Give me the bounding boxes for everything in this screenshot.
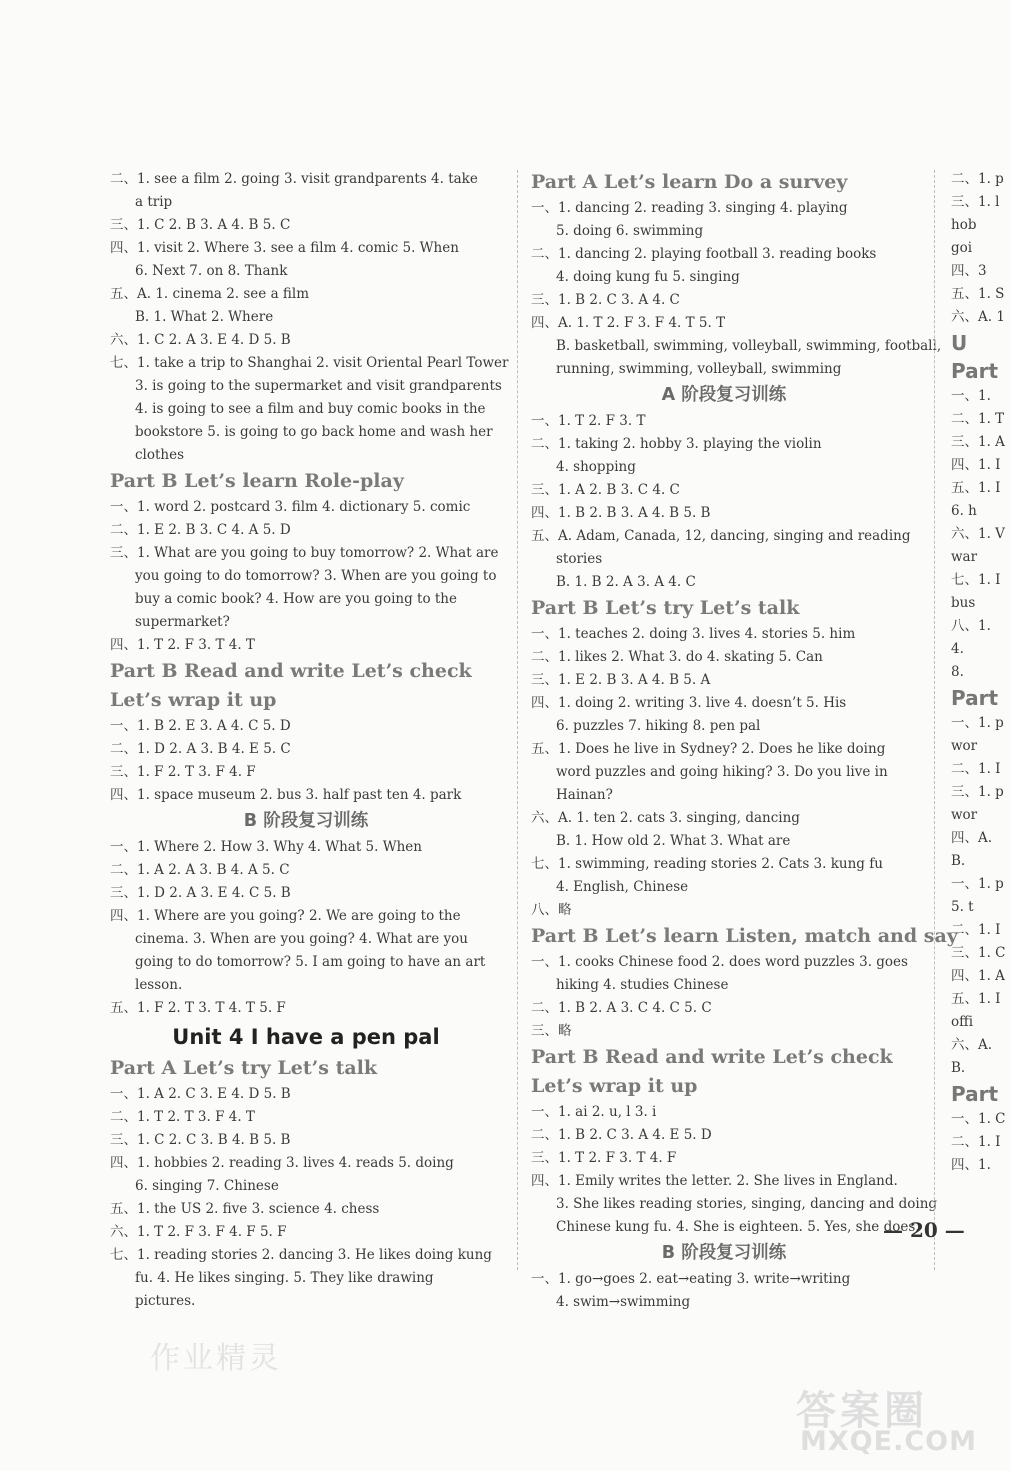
answer-line: 四、1. hobbies 2. reading 3. lives 4. reads 5. doing: [110, 1155, 454, 1171]
answer-line: fu. 4. He likes singing. 5. They like drawing: [135, 1270, 434, 1286]
section-heading: Let’s wrap it up: [531, 1075, 698, 1097]
answer-line: B. basketball, swimming, volleyball, swimming, football,: [556, 338, 942, 354]
answer-line: 一、1. ai 2. u, l 3. i: [531, 1104, 657, 1120]
cut-off-fragment: bus: [951, 595, 976, 611]
cut-off-fragment: 二、1. I: [951, 1134, 1001, 1150]
column-divider: [934, 170, 935, 1270]
answer-line: 一、1. word 2. postcard 3. film 4. dictionary 5. comic: [110, 499, 471, 515]
cut-off-fragment: U: [951, 331, 968, 355]
answer-line: 五、A. Adam, Canada, 12, dancing, singing and reading: [531, 528, 911, 544]
answer-line: 四、1. Emily writes the letter. 2. She lives in England.: [531, 1173, 898, 1189]
answer-line: 四、1. doing 2. writing 3. live 4. doesn’t 5. His: [531, 695, 847, 711]
answer-line: 三、略: [531, 1023, 572, 1039]
answer-line: 二、1. taking 2. hobby 3. playing the violin: [531, 436, 822, 452]
answer-line: 三、1. What are you going to buy tomorrow? 2. What are: [110, 545, 499, 561]
answer-line: 六、1. C 2. A 3. E 4. D 5. B: [110, 332, 291, 348]
answer-line: 二、1. E 2. B 3. C 4. A 5. D: [110, 522, 291, 538]
cut-off-fragment: 8.: [951, 664, 964, 680]
answer-line: 八、略: [531, 902, 572, 918]
answer-line: 3. is going to the supermarket and visit grandparents: [135, 378, 502, 394]
answer-line: 4. English, Chinese: [556, 879, 689, 895]
answer-line: 6. Next 7. on 8. Thank: [135, 263, 288, 279]
answer-line: 三、1. A 2. B 3. C 4. C: [531, 482, 680, 498]
cut-off-fragment: 五、1. I: [951, 991, 1001, 1007]
answer-line: 五、1. F 2. T 3. T 4. T 5. F: [110, 1000, 286, 1016]
cut-off-fragment: 六、1. V: [951, 526, 1005, 542]
section-heading: Part B Let’s learn Listen, match and say: [531, 925, 958, 947]
answer-line: you going to do tomorrow? 3. When are you going to: [135, 568, 497, 584]
cut-off-fragment: 一、1.: [951, 388, 991, 404]
answer-line: 三、1. T 2. F 3. T 4. F: [531, 1150, 677, 1166]
answer-line: 二、1. D 2. A 3. B 4. E 5. C: [110, 741, 291, 757]
answer-line: B. 1. How old 2. What 3. What are: [556, 833, 791, 849]
cut-off-fragment: 一、1. p: [951, 876, 1004, 892]
answer-line: 五、1. Does he live in Sydney? 2. Does he like doing: [531, 741, 886, 757]
answer-line: 七、1. take a trip to Shanghai 2. visit Oriental Pearl Tower: [110, 355, 509, 371]
section-heading: Part B Let’s try Let’s talk: [531, 597, 800, 619]
review-heading: B 阶段复习训练: [243, 811, 369, 831]
cut-off-fragment: 二、1. p: [951, 171, 1004, 187]
answer-line: 四、1. T 2. F 3. T 4. T: [110, 637, 255, 653]
answer-line: 二、1. B 2. A 3. C 4. C 5. C: [531, 1000, 712, 1016]
answer-line: 七、1. swimming, reading stories 2. Cats 3. kung fu: [531, 856, 883, 872]
section-heading: Part B Read and write Let’s check: [531, 1046, 893, 1068]
section-heading: Part A Let’s learn Do a survey: [531, 171, 848, 193]
answer-line: 六、1. T 2. F 3. F 4. F 5. F: [110, 1224, 287, 1240]
answer-line: 三、1. B 2. C 3. A 4. C: [531, 292, 680, 308]
cut-off-fragment: 四、1.: [951, 1157, 991, 1173]
cut-off-fragment: war: [951, 549, 978, 565]
answer-column-1: [110, 168, 509, 1313]
answer-line: 四、A. 1. T 2. F 3. F 4. T 5. T: [531, 315, 726, 331]
page-number: — 20 —: [883, 1218, 965, 1242]
cut-off-fragment: 四、3: [951, 263, 987, 279]
section-heading: Part B Read and write Let’s check: [110, 660, 472, 682]
answer-line: 3. She likes reading stories, singing, dancing and doing: [556, 1196, 938, 1212]
cut-off-fragment: 三、1. C: [951, 945, 1006, 961]
cut-off-fragment: 三、1. l: [951, 194, 1000, 210]
answer-line: 4. shopping: [556, 459, 636, 475]
cut-off-fragment: 三、1. p: [951, 784, 1004, 800]
answer-line: hiking 4. studies Chinese: [556, 977, 729, 993]
answer-line: 一、1. B 2. E 3. A 4. C 5. D: [110, 718, 291, 734]
column-divider: [517, 170, 518, 1270]
answer-line: 一、1. Where 2. How 3. Why 4. What 5. When: [110, 839, 422, 855]
cut-off-fragment: wor: [951, 738, 978, 754]
answer-line: 七、1. reading stories 2. dancing 3. He likes doing kung: [110, 1247, 492, 1263]
answer-line: 6. puzzles 7. hiking 8. pen pal: [556, 718, 761, 734]
cut-off-fragment: 二、1. I: [951, 761, 1001, 777]
cut-off-fragment: 六、A.: [951, 1037, 993, 1053]
cut-off-fragment: 八、1.: [951, 618, 991, 634]
answer-line: lesson.: [135, 977, 183, 993]
answer-line: 6. singing 7. Chinese: [135, 1178, 279, 1194]
site-watermark-logo: 答案圈: [796, 1388, 928, 1434]
answer-line: B. 1. B 2. A 3. A 4. C: [556, 574, 696, 590]
cut-off-fragment: B.: [951, 1060, 966, 1076]
answer-line: 5. doing 6. swimming: [556, 223, 704, 239]
brand-watermark: 作业精灵: [150, 1341, 282, 1376]
cut-off-fragment: 四、A.: [951, 830, 993, 846]
answer-line: 四、1. B 2. B 3. A 4. B 5. B: [531, 505, 711, 521]
answer-line: supermarket?: [135, 614, 230, 630]
cut-off-fragment: 二、1. I: [951, 922, 1001, 938]
cut-off-fragment: Part: [951, 359, 999, 383]
cut-off-fragment: Part: [951, 1082, 999, 1106]
cut-off-fragment: 六、A. 1: [951, 309, 1005, 325]
answer-line: 4. is going to see a film and buy comic books in the: [135, 401, 486, 417]
answer-line: 三、1. C 2. C 3. B 4. B 5. B: [110, 1132, 291, 1148]
site-watermark-url: MXQE.COM: [800, 1426, 977, 1457]
answer-line: 二、1. dancing 2. playing football 3. reading books: [531, 246, 877, 262]
cut-off-fragment: 四、1. I: [951, 457, 1001, 473]
answer-line: cinema. 3. When are you going? 4. What are you: [135, 931, 468, 947]
answer-line: 二、1. A 2. A 3. B 4. A 5. C: [110, 862, 290, 878]
answer-line: 一、1. teaches 2. doing 3. lives 4. stories 5. him: [531, 626, 856, 642]
answer-line: 六、A. 1. ten 2. cats 3. singing, dancing: [531, 810, 800, 826]
cut-off-fragment: 三、1. A: [951, 434, 1005, 450]
answer-line: B. 1. What 2. Where: [135, 309, 274, 325]
answer-line: 四、1. space museum 2. bus 3. half past ten 4. park: [110, 787, 462, 803]
answer-line: 三、1. D 2. A 3. E 4. C 5. B: [110, 885, 291, 901]
cut-off-fragment: 五、1. I: [951, 480, 1001, 496]
answer-line: 四、1. visit 2. Where 3. see a film 4. comic 5. When: [110, 240, 459, 256]
answer-line: 二、1. B 2. C 3. A 4. E 5. D: [531, 1127, 712, 1143]
answer-line: running, swimming, volleyball, swimming: [556, 361, 842, 377]
answer-line: Chinese kung fu. 4. She is eighteen. 5. Yes, she does.: [556, 1219, 920, 1235]
answer-line: bookstore 5. is going to go back home and wash her: [135, 424, 493, 440]
cut-off-fragment: 5. t: [951, 899, 974, 915]
answer-line: buy a comic book? 4. How are you going to the: [135, 591, 457, 607]
answer-line: 一、1. go→goes 2. eat→eating 3. write→writing: [531, 1271, 851, 1287]
cut-off-fragment: 6. h: [951, 503, 977, 519]
answer-line: 一、1. dancing 2. reading 3. singing 4. playing: [531, 200, 848, 216]
review-heading: A 阶段复习训练: [661, 385, 787, 405]
section-heading: Part A Let’s try Let’s talk: [110, 1057, 378, 1079]
answer-line: 四、1. Where are you going? 2. We are going to the: [110, 908, 461, 924]
cut-off-fragment: 七、1. I: [951, 572, 1001, 588]
cut-off-fragment: 4.: [951, 641, 964, 657]
answer-line: 4. doing kung fu 5. singing: [556, 269, 740, 285]
answer-line: 五、A. 1. cinema 2. see a film: [110, 286, 310, 302]
answer-line: stories: [556, 551, 603, 567]
section-heading: Part B Let’s learn Role-play: [110, 470, 404, 492]
answer-line: going to do tomorrow? 5. I am going to have an art: [135, 954, 486, 970]
cut-off-fragment: B.: [951, 853, 966, 869]
answer-line: 一、1. cooks Chinese food 2. does word puzzles 3. goes: [531, 954, 908, 970]
answer-line: 三、1. C 2. B 3. A 4. B 5. C: [110, 217, 291, 233]
answer-line: 二、1. T 2. T 3. F 4. T: [110, 1109, 255, 1125]
answer-column-3-cut: [951, 168, 1011, 1177]
review-heading: B 阶段复习训练: [661, 1243, 787, 1263]
unit-title: Unit 4 I have a pen pal: [172, 1025, 440, 1049]
answer-line: a trip: [135, 194, 173, 210]
cut-off-fragment: 一、1. p: [951, 715, 1004, 731]
cut-off-fragment: 一、1. C: [951, 1111, 1006, 1127]
cut-off-fragment: hob: [951, 217, 977, 233]
answer-line: 一、1. T 2. F 3. T: [531, 413, 646, 429]
answer-line: 五、1. the US 2. five 3. science 4. chess: [110, 1201, 380, 1217]
answer-line: Hainan?: [556, 787, 613, 803]
answer-line: 二、1. see a film 2. going 3. visit grandparents 4. take: [110, 171, 478, 187]
cut-off-fragment: wor: [951, 807, 978, 823]
answer-line: clothes: [135, 447, 185, 463]
answer-line: word puzzles and going hiking? 3. Do you live in: [556, 764, 888, 780]
answer-line: 一、1. A 2. C 3. E 4. D 5. B: [110, 1086, 291, 1102]
cut-off-fragment: 四、1. A: [951, 968, 1005, 984]
answer-line: 三、1. F 2. T 3. F 4. F: [110, 764, 256, 780]
answer-line: 二、1. likes 2. What 3. do 4. skating 5. Can: [531, 649, 823, 665]
cut-off-fragment: 二、1. T: [951, 411, 1005, 427]
cut-off-fragment: goi: [951, 240, 973, 256]
answer-line: 4. swim→swimming: [556, 1294, 691, 1310]
answer-line: 三、1. E 2. B 3. A 4. B 5. A: [531, 672, 711, 688]
cut-off-fragment: Part: [951, 686, 999, 710]
section-heading: Let’s wrap it up: [110, 689, 277, 711]
cut-off-fragment: 五、1. S: [951, 286, 1005, 302]
cut-off-fragment: offi: [951, 1014, 974, 1030]
answer-line: pictures.: [135, 1293, 196, 1309]
